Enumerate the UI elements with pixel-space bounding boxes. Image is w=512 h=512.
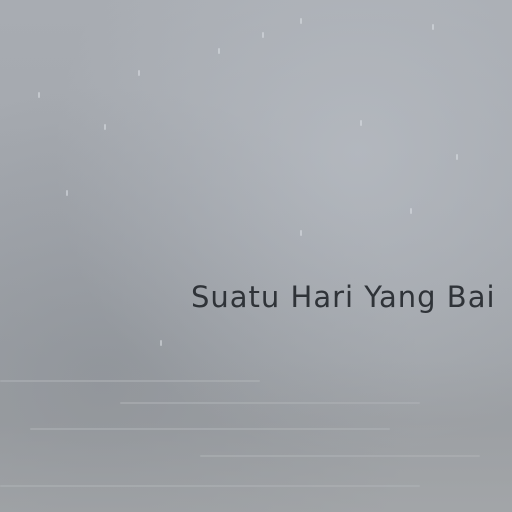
rain-drop bbox=[410, 208, 412, 214]
water-ripple bbox=[120, 402, 420, 404]
rain-drop bbox=[262, 32, 264, 38]
photo-caption: Suatu Hari Yang Bai bbox=[191, 280, 496, 314]
rain-drop bbox=[300, 230, 302, 236]
rain-drop bbox=[38, 92, 40, 98]
water-surface bbox=[0, 360, 512, 512]
rain-drop bbox=[104, 124, 106, 130]
water-ripple bbox=[0, 485, 420, 487]
water-ripple bbox=[0, 380, 260, 382]
water-ripple bbox=[30, 428, 390, 430]
rain-drop bbox=[300, 18, 302, 24]
rain-drop bbox=[66, 190, 68, 196]
rain-drop bbox=[360, 120, 362, 126]
rain-drop bbox=[432, 24, 434, 30]
rain-drop bbox=[456, 154, 458, 160]
rain-drop bbox=[138, 70, 140, 76]
rain-drop bbox=[218, 48, 220, 54]
rain-drop bbox=[160, 340, 162, 346]
water-ripple bbox=[200, 455, 480, 457]
